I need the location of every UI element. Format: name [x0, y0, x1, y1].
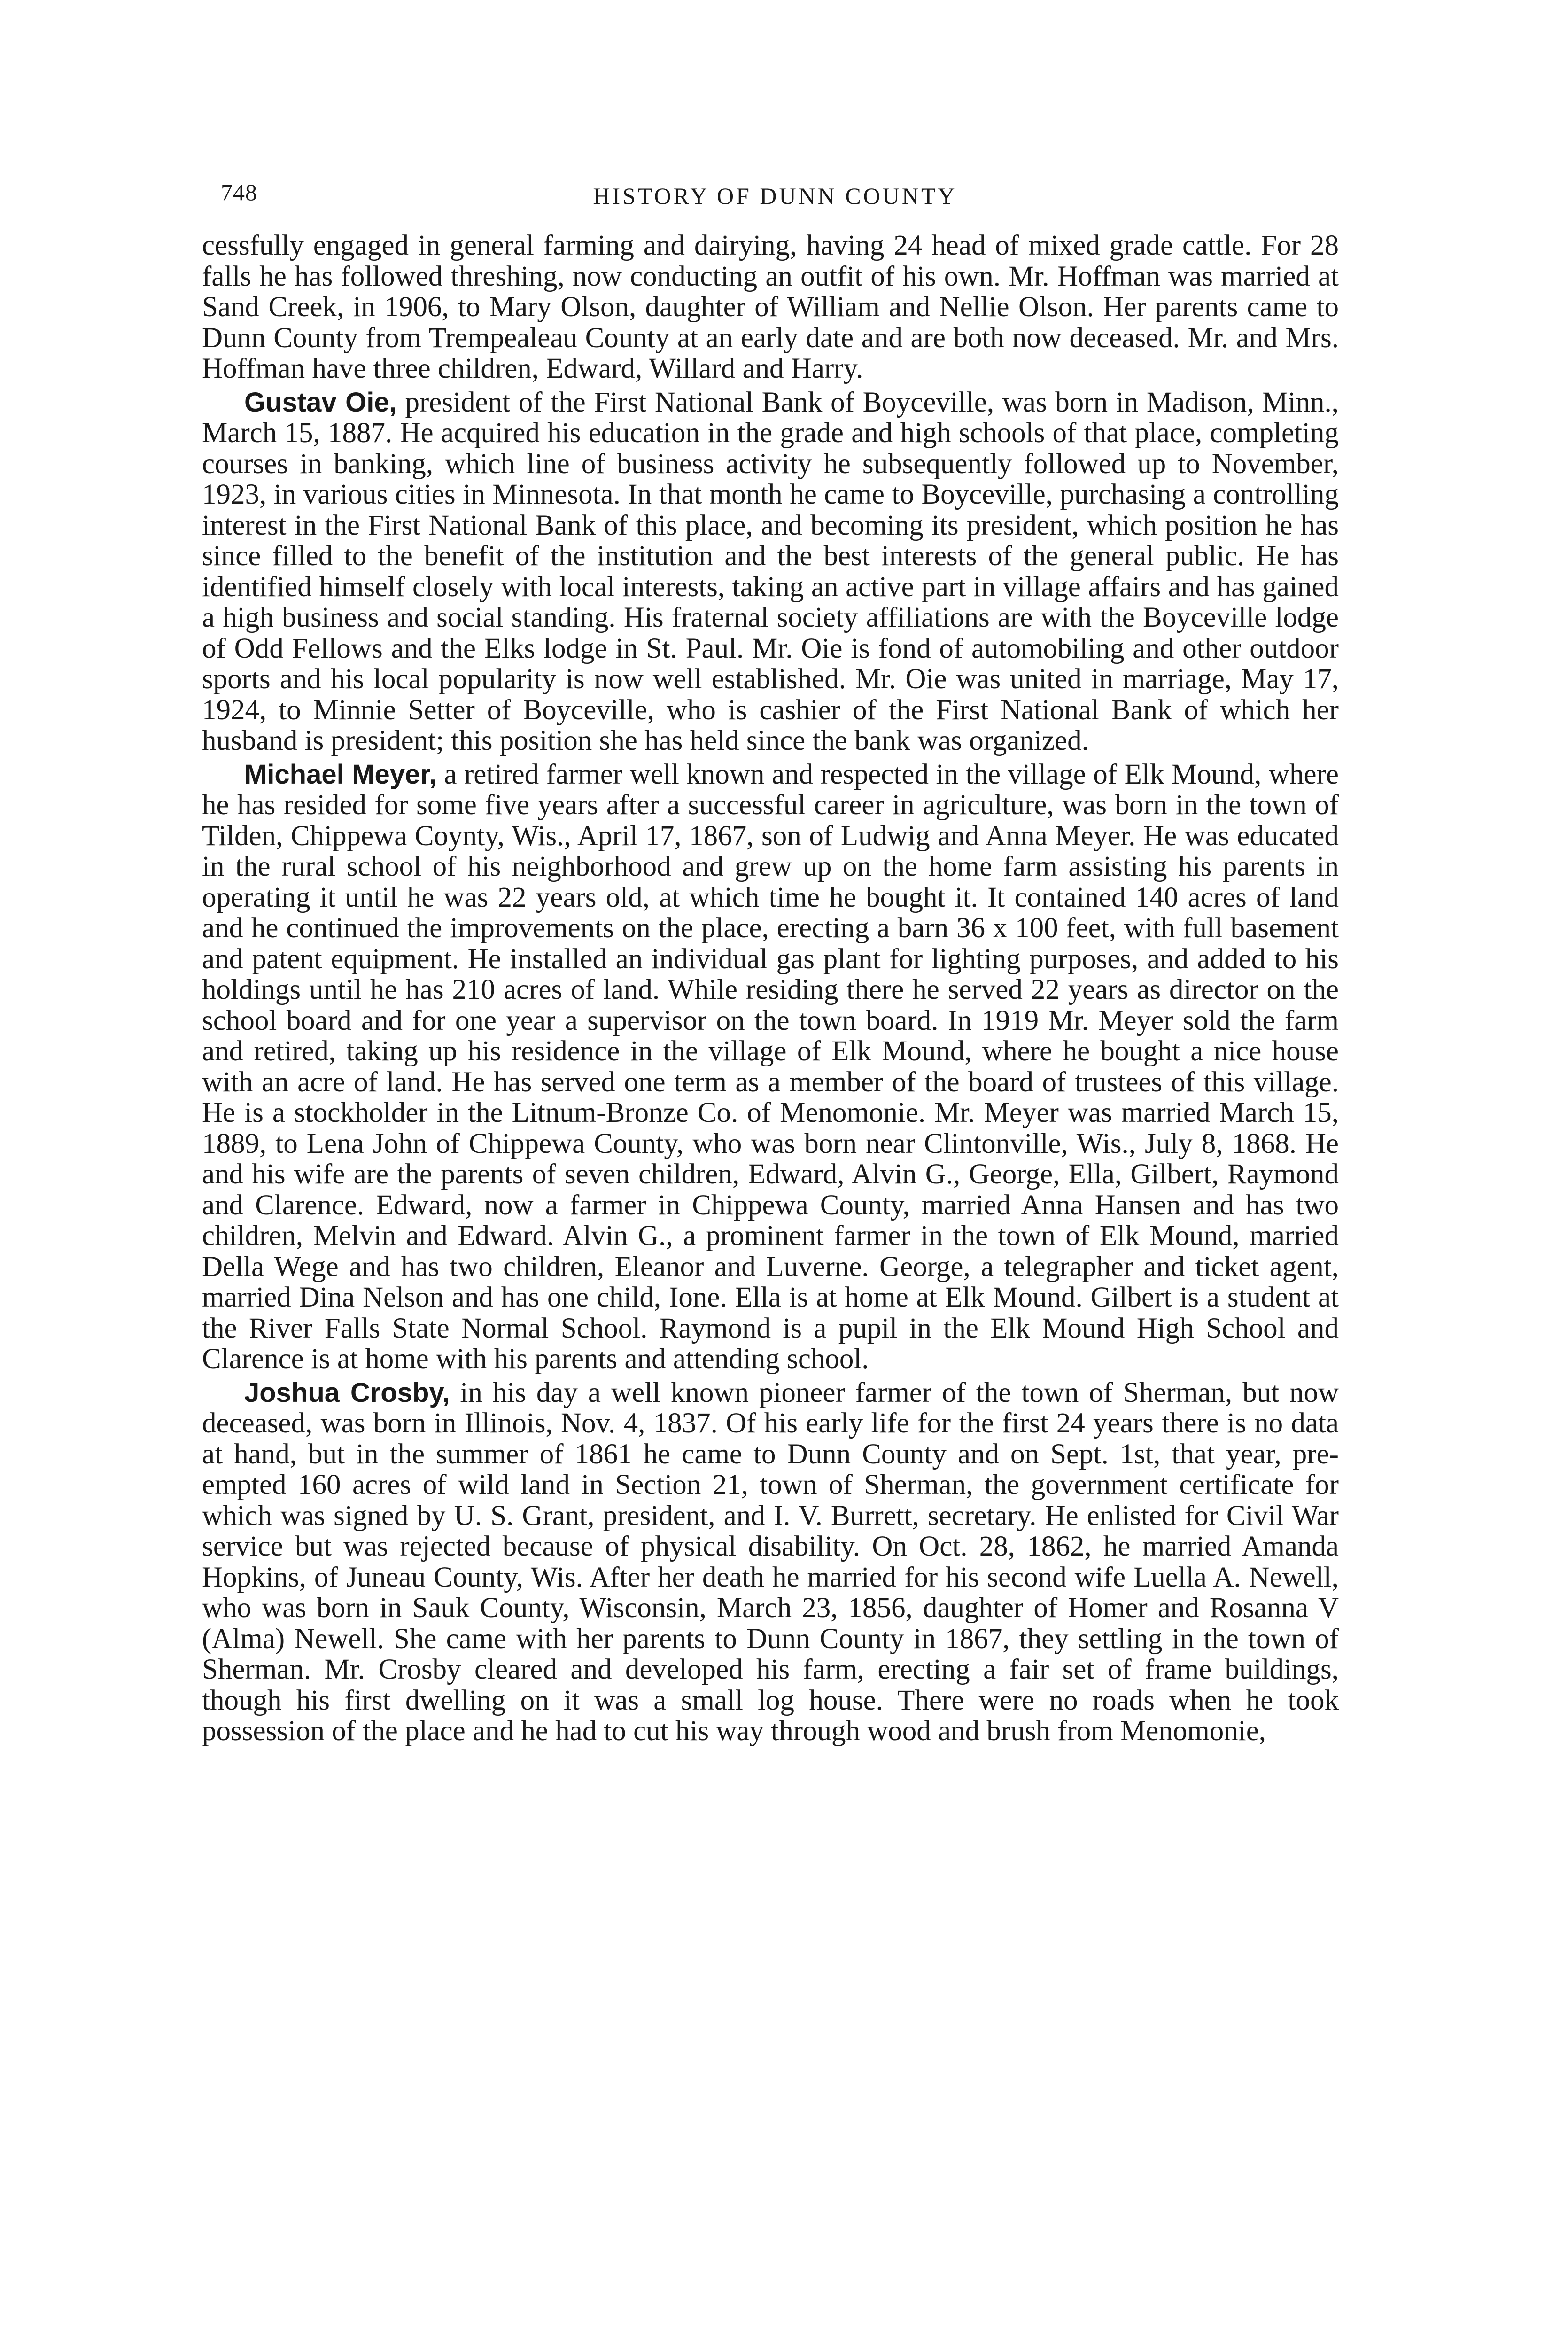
biography-name: Joshua Crosby, [244, 1377, 450, 1408]
page-number: 748 [221, 179, 257, 205]
paragraph-text: cessfully engaged in general farming and dairying, having 24 head of mixed grade cattle. For 28 falls he has followed threshing, now conducting an outfit of his own. Mr. Hoffman was married at Sand Creek, in 1906, to Mary Olson, daughter of William and Nellie Olson. Her parents came to Dunn County from Trempealeau County at an early date and are both now deceased. Mr. and Mrs. Hoffman have three children, Edward, Willard and Harry. [202, 230, 1339, 384]
paragraph-text: in his day a well known pioneer farmer of the town of Sherman, but now deceased, was born in Illinois, Nov. 4, 1837. Of his early life for the first 24 years there is no data at hand, but in the summer of 1861 he came to Dunn County and on Sept. 1st, that year, pre-empted 160 acres of wild land in Section 21, town of Sherman, the government certificate for which was signed by U. S. Grant, president, and I. V. Burrett, secretary. He enlisted for Civil War service but was rejected because of physical disability. On Oct. 28, 1862, he married Amanda Hopkins, of Juneau County, Wis. After her death he married for his second wife Luella A. Newell, who was born in Sauk County, Wisconsin, March 23, 1856, daughter of Homer and Rosanna V (Alma) Newell. She came with her parents to Dunn County in 1867, they settling in the town of Sherman. Mr. Crosby cleared and developed his farm, erecting a fair set of frame buildings, though his first dwelling on it was a small log house. There were no roads when he took possession of the place and he had to cut his way through wood and brush from Menomonie, [202, 1377, 1339, 1747]
article-body [202, 230, 1339, 1747]
page-header [221, 179, 1329, 216]
joshua-crosby-paragraph [202, 1377, 1339, 1747]
biography-name: Michael Meyer, [244, 759, 437, 790]
gustav-oie-paragraph [202, 387, 1339, 756]
paragraph-text: a retired farmer well known and respected in the village of Elk Mound, where he has resided for some five years after a successful career in agriculture, was born in the town of Tilden, Chippewa Coynty, Wis., April 17, 1867, son of Ludwig and Anna Meyer. He was educated in the rural school of his neighborhood and grew up on the home farm assisting his parents in operating it until he was 22 years old, at which time he bought it. It contained 140 acres of land and he continued the improvements on the place, erecting a barn 36 x 100 feet, with full basement and patent equipment. He installed an individual gas plant for lighting purposes, and added to his holdings until he has 210 acres of land. While residing there he served 22 years as director on the school board and for one year a supervisor on the town board. In 1919 Mr. Meyer sold the farm and retired, taking up his residence in the village of Elk Mound, where he bought a nice house with an acre of land. He has served one term as a member of the board of trustees of this village. He is a stockholder in the Litnum-Bronze Co. of Menomonie. Mr. Meyer was married March 15, 1889, to Lena John of Chippewa County, who was born near Clintonville, Wis., July 8, 1868. He and his wife are the parents of seven children, Edward, Alvin G., George, Ella, Gilbert, Raymond and Clarence. Edward, now a farmer in Chippewa County, married Anna Hansen and has two children, Melvin and Edward. Alvin G., a prominent farmer in the town of Elk Mound, married Della Wege and has two children, Eleanor and Luverne. George, a telegrapher and ticket agent, married Dina Nelson and has one child, Ione. Ella is at home at Elk Mound. Gilbert is a student at the River Falls State Normal School. Raymond is a pupil in the Elk Mound High School and Clarence is at home with his parents and attending school. [202, 758, 1339, 1375]
hoffman-continuation-paragraph [202, 230, 1339, 384]
michael-meyer-paragraph [202, 759, 1339, 1375]
running-head: HISTORY OF DUNN COUNTY [593, 183, 957, 209]
biography-name: Gustav Oie, [244, 387, 397, 418]
paragraph-text: president of the First National Bank of Boyceville, was born in Madison, Minn., March 15, 1887. He acquired his education in the grade and high schools of that place, completing courses in banking, which line of business activity he subsequently followed up to November, 1923, in various cities in Minnesota. In that month he came to Boyceville, purchasing a controlling interest in the First National Bank of this place, and becoming its president, which position he has since filled to the benefit of the institution and the best interests of the general public. He has identified himself closely with local interests, taking an active part in village affairs and has gained a high business and social standing. His fraternal society affiliations are with the Boyceville lodge of Odd Fellows and the Elks lodge in St. Paul. Mr. Oie is fond of automobiling and other outdoor sports and his local popularity is now well established. Mr. Oie was united in marriage, May 17, 1924, to Minnie Setter of Boyceville, who is cashier of the First National Bank of which her husband is president; this position she has held since the bank was organized. [202, 386, 1339, 756]
